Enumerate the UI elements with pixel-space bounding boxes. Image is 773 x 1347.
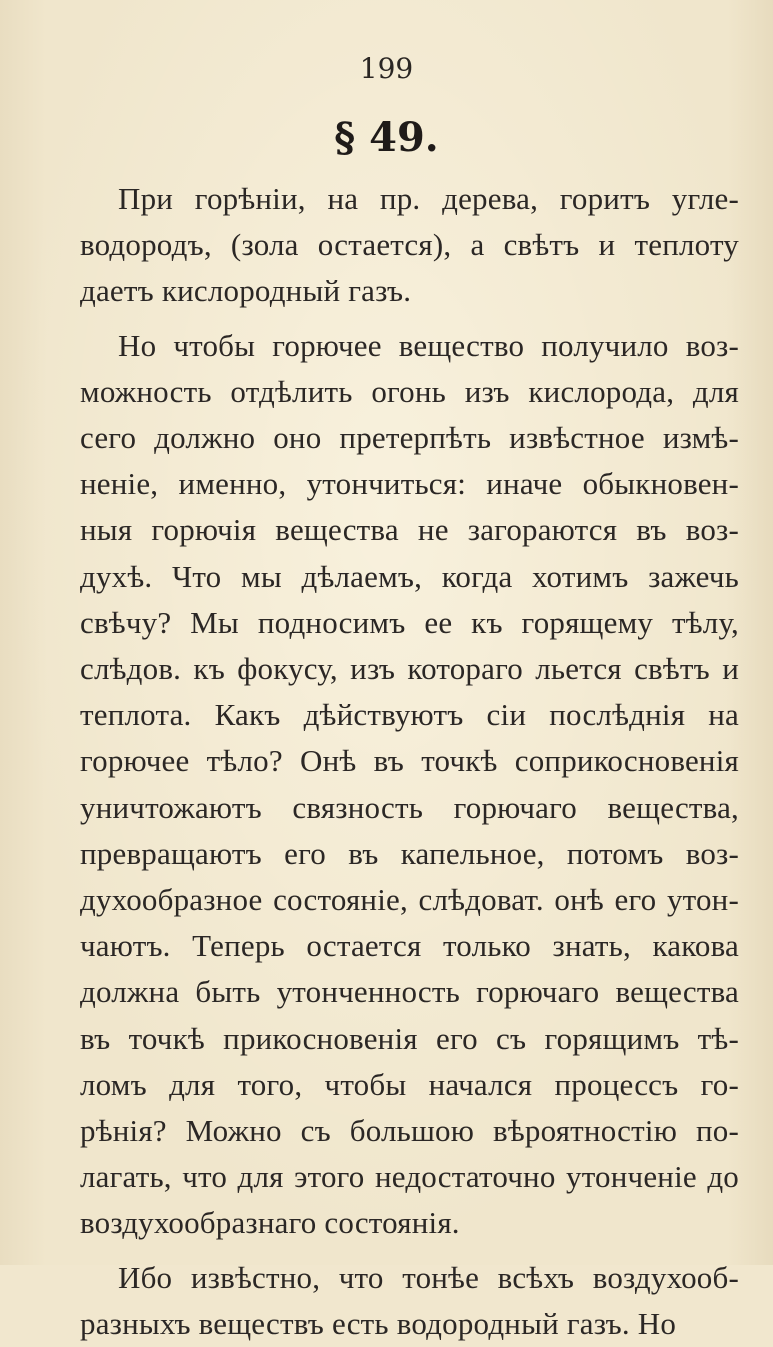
body-text: [80, 176, 739, 1347]
paragraph: Ибо извѣстно, что тонѣе всѣхъ воздухооб-разныхъ веществъ есть водородный газъ. Но: [80, 1259, 739, 1341]
page-number: 199: [359, 52, 414, 85]
section-title: § 49.: [334, 114, 439, 161]
paragraph: Но чтобы горючее вещество получило воз-можность отдѣлить огонь изъ кислорода, для сего должно оно претерпѣть извѣстное измѣ-неніе, именно, утончиться: иначе обыкновен-ныя горючія вещества не загораются въ воз-духѣ. Что мы дѣлаемъ, когда хотимъ зажечь свѣчу? Мы подносимъ ее къ горящему тѣлу, слѣдов. къ фокусу, изъ котораго льется свѣтъ и теплота. Какъ дѣйствуютъ сіи послѣднія на горючее тѣло? Онѣ въ точкѣ соприкосновенія уничтожаютъ связность горючаго вещества, превращаютъ его въ капельное, потомъ воз-духообразное состояніе, слѣдоват. онѣ его утон-чаютъ. Теперь остается только знать, какова должна быть утонченность горючаго вещества въ точкѣ прикосновенія его съ горящимъ тѣ-ломъ для того, чтобы начался процессъ го-рѣнія? Можно съ большою вѣроятностію по-лагать, что для этого недостаточно утонченіе до воздухообразнаго состоянія.: [80, 327, 739, 1241]
paragraph: При горѣніи, на пр. дерева, горитъ угле-водородъ, (зола остается), а свѣтъ и теплоту даетъ кислородный газъ.: [80, 181, 739, 309]
